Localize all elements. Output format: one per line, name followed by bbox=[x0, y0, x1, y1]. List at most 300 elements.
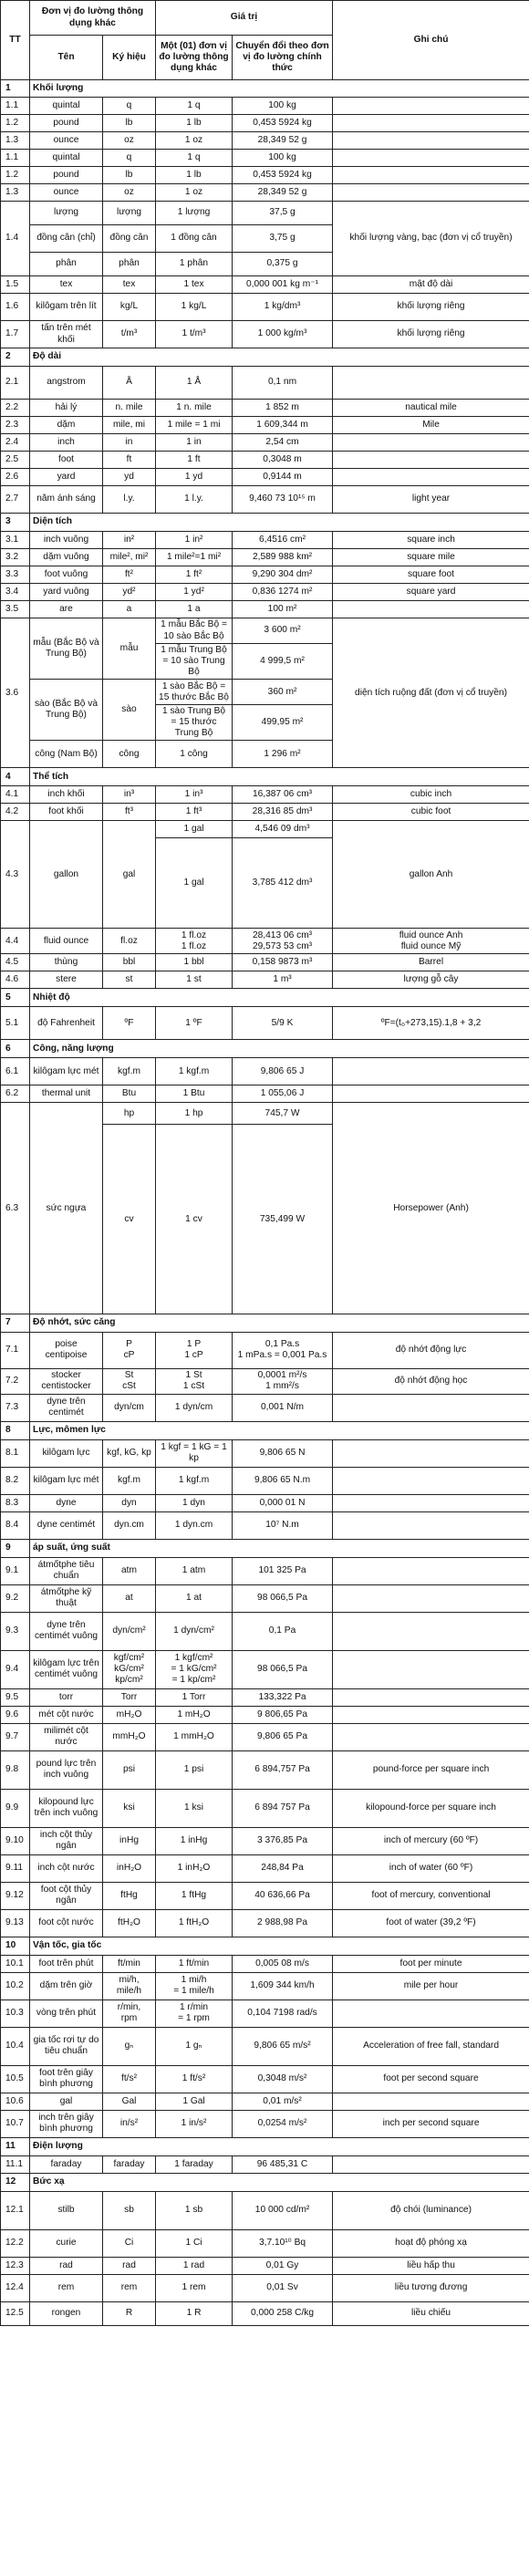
unit-name: kilôgam lực trên centimét vuông bbox=[30, 1650, 103, 1688]
table-row bbox=[1, 1439, 529, 1467]
note bbox=[333, 1494, 529, 1511]
note: khối lượng riêng bbox=[333, 321, 529, 348]
one-unit-value: 1 ºF bbox=[156, 1007, 233, 1040]
unit-name: thermal unit bbox=[30, 1085, 103, 1103]
note bbox=[333, 1688, 529, 1706]
unit-name: foot cột nước bbox=[30, 1909, 103, 1937]
converted-value: 1,609 344 km/h bbox=[233, 1972, 333, 2000]
unit-name: inch cột nước bbox=[30, 1854, 103, 1882]
table-row bbox=[1, 2155, 529, 2173]
unit-symbol: ºF bbox=[103, 1007, 156, 1040]
note: lượng gỗ cây bbox=[333, 971, 529, 989]
one-unit-value: 1 mi/h = 1 mile/h bbox=[156, 1972, 233, 2000]
unit-name: are bbox=[30, 601, 103, 618]
row-number: 1.4 bbox=[1, 202, 30, 276]
unit-symbol: Gal bbox=[103, 2093, 156, 2110]
one-unit-value: 1 ft bbox=[156, 452, 233, 469]
unit-symbol: ksi bbox=[103, 1789, 156, 1827]
one-unit-value: 1 công bbox=[156, 741, 233, 768]
one-unit-value: 1 mile²=1 mi² bbox=[156, 549, 233, 566]
table-row bbox=[1, 929, 529, 954]
one-unit-value: 1 St 1 cSt bbox=[156, 1368, 233, 1394]
unit-symbol: phân bbox=[103, 253, 156, 276]
table-row bbox=[1, 1332, 529, 1368]
table-row bbox=[1, 549, 529, 566]
row-number: 2.6 bbox=[1, 469, 30, 486]
one-unit-value: 1 sào Bắc Bộ = 15 thước Bắc Bộ bbox=[156, 680, 233, 705]
unit-symbol: ft³ bbox=[103, 804, 156, 821]
converted-value: 0,01 Gy bbox=[233, 2257, 333, 2274]
unit-name: inch bbox=[30, 434, 103, 452]
converted-value: 9,290 304 dm² bbox=[233, 566, 333, 584]
one-unit-value: 1 kgf = 1 kG = 1 kp bbox=[156, 1439, 233, 1467]
row-number: 10.7 bbox=[1, 2110, 30, 2137]
unit-symbol: dyn bbox=[103, 1494, 156, 1511]
unit-symbol: mH₂O bbox=[103, 1706, 156, 1723]
section-number: 7 bbox=[1, 1314, 30, 1332]
unit-symbol: ft/min bbox=[103, 1955, 156, 1972]
unit-symbol: bbl bbox=[103, 954, 156, 971]
one-unit-value: 1 mẫu Trung Bộ = 10 sào Trung Bộ bbox=[156, 644, 233, 680]
converted-value: 1 kg/dm³ bbox=[233, 294, 333, 321]
unit-name: lượng bbox=[30, 202, 103, 225]
one-unit-value: 1 rad bbox=[156, 2257, 233, 2274]
section-row bbox=[1, 989, 529, 1007]
table-row bbox=[1, 1103, 529, 1125]
note: độ chói (luminance) bbox=[333, 2191, 529, 2229]
header-name: Tên bbox=[30, 36, 103, 80]
one-unit-value: 1 dyn/cm² bbox=[156, 1612, 233, 1650]
row-number: 2.3 bbox=[1, 417, 30, 434]
unit-symbol: Ci bbox=[103, 2229, 156, 2257]
section-title: Nhiệt độ bbox=[30, 989, 529, 1007]
section-row bbox=[1, 1539, 529, 1557]
row-number: 1.2 bbox=[1, 167, 30, 184]
section-row bbox=[1, 1421, 529, 1439]
table-body bbox=[1, 80, 529, 2326]
converted-value: 96 485,31 C bbox=[233, 2155, 333, 2173]
unit-symbol: ft bbox=[103, 452, 156, 469]
converted-value: 1 609,344 m bbox=[233, 417, 333, 434]
converted-value: 98 066,5 Pa bbox=[233, 1584, 333, 1612]
header-symbol: Ký hiệu bbox=[103, 36, 156, 80]
one-unit-value: 1 kgf.m bbox=[156, 1058, 233, 1085]
converted-value: 0,158 9873 m³ bbox=[233, 954, 333, 971]
table-row bbox=[1, 1494, 529, 1511]
converted-value: 3 376,85 Pa bbox=[233, 1827, 333, 1854]
row-number: 4.6 bbox=[1, 971, 30, 989]
note: liều chiếu bbox=[333, 2301, 529, 2325]
table-row bbox=[1, 2093, 529, 2110]
one-unit-value: 1 ftH₂O bbox=[156, 1909, 233, 1937]
converted-value: 5/9 K bbox=[233, 1007, 333, 1040]
row-number: 8.2 bbox=[1, 1467, 30, 1494]
table-row bbox=[1, 804, 529, 821]
note: độ nhớt động lực bbox=[333, 1332, 529, 1368]
note bbox=[333, 1394, 529, 1421]
unit-symbol: kgf.m bbox=[103, 1058, 156, 1085]
unit-name: stilb bbox=[30, 2191, 103, 2229]
table-row bbox=[1, 1511, 529, 1539]
row-number: 10.6 bbox=[1, 2093, 30, 2110]
one-unit-value: 1 n. mile bbox=[156, 400, 233, 417]
unit-symbol: gₙ bbox=[103, 2027, 156, 2065]
unit-name: yard bbox=[30, 469, 103, 486]
note bbox=[333, 132, 529, 150]
note: foot of mercury, conventional bbox=[333, 1882, 529, 1909]
section-title: Điện lượng bbox=[30, 2137, 529, 2155]
one-unit-value: 1 gal bbox=[156, 838, 233, 929]
converted-value: 0,0001 m²/s 1 mm²/s bbox=[233, 1368, 333, 1394]
section-title: Độ nhớt, sức căng bbox=[30, 1314, 529, 1332]
unit-symbol: oz bbox=[103, 132, 156, 150]
section-row bbox=[1, 768, 529, 786]
unit-name: pound lực trên inch vuông bbox=[30, 1750, 103, 1789]
one-unit-value: 1 lb bbox=[156, 115, 233, 132]
converted-value: 9,460 73 10¹⁵ m bbox=[233, 486, 333, 514]
table-row bbox=[1, 150, 529, 167]
unit-symbol: hp bbox=[103, 1103, 156, 1125]
converted-value: 9,806 65 m/s² bbox=[233, 2027, 333, 2065]
one-unit-value: 1 gal bbox=[156, 821, 233, 838]
row-number: 2.1 bbox=[1, 367, 30, 400]
one-unit-value: 1 in bbox=[156, 434, 233, 452]
row-number: 1.3 bbox=[1, 184, 30, 202]
one-unit-value: 1 phân bbox=[156, 253, 233, 276]
converted-value: 28,349 52 g bbox=[233, 132, 333, 150]
converted-value: 1 m³ bbox=[233, 971, 333, 989]
converted-value: 0,000 258 C/kg bbox=[233, 2301, 333, 2325]
unit-name: inch khối bbox=[30, 786, 103, 804]
table-row bbox=[1, 1368, 529, 1394]
converted-value: 40 636,66 Pa bbox=[233, 1882, 333, 1909]
note bbox=[333, 367, 529, 400]
one-unit-value: 1 Torr bbox=[156, 1688, 233, 1706]
one-unit-value: 1 cv bbox=[156, 1125, 233, 1314]
unit-symbol: psi bbox=[103, 1750, 156, 1789]
unit-name: kilôgam lực bbox=[30, 1439, 103, 1467]
section-number: 3 bbox=[1, 514, 30, 532]
row-number: 12.4 bbox=[1, 2274, 30, 2301]
one-unit-value: 1 mile = 1 mi bbox=[156, 417, 233, 434]
note: light year bbox=[333, 486, 529, 514]
row-number: 9.12 bbox=[1, 1882, 30, 1909]
row-number: 12.1 bbox=[1, 2191, 30, 2229]
one-unit-value: 1 oz bbox=[156, 132, 233, 150]
unit-symbol: kgf, kG, kp bbox=[103, 1439, 156, 1467]
row-number: 1.5 bbox=[1, 276, 30, 294]
section-number: 1 bbox=[1, 80, 30, 98]
converted-value: 0,0254 m/s² bbox=[233, 2110, 333, 2137]
table-row bbox=[1, 367, 529, 400]
unit-name: foot bbox=[30, 452, 103, 469]
unit-name: foot trên phút bbox=[30, 1955, 103, 1972]
unit-symbol: St cSt bbox=[103, 1368, 156, 1394]
unit-symbol: kgf.m bbox=[103, 1467, 156, 1494]
table-row bbox=[1, 276, 529, 294]
table-row bbox=[1, 321, 529, 348]
one-unit-value: 1 kgf.m bbox=[156, 1467, 233, 1494]
table-row bbox=[1, 1085, 529, 1103]
table-row bbox=[1, 1909, 529, 1937]
one-unit-value: 1 Å bbox=[156, 367, 233, 400]
converted-value: 9,806 65 N bbox=[233, 1439, 333, 1467]
section-number: 2 bbox=[1, 348, 30, 367]
unit-symbol: lb bbox=[103, 167, 156, 184]
section-title: Lực, mômen lực bbox=[30, 1421, 529, 1439]
one-unit-value: 1 atm bbox=[156, 1557, 233, 1584]
unit-name: mẫu (Bắc Bộ và Trung Bộ) bbox=[30, 618, 103, 680]
unit-name: thùng bbox=[30, 954, 103, 971]
row-number: 4.5 bbox=[1, 954, 30, 971]
row-number: 1.1 bbox=[1, 150, 30, 167]
note bbox=[333, 601, 529, 618]
table-header bbox=[1, 1, 529, 80]
note: khối lượng riêng bbox=[333, 294, 529, 321]
note bbox=[333, 184, 529, 202]
row-number: 5.1 bbox=[1, 1007, 30, 1040]
note: foot per minute bbox=[333, 1955, 529, 1972]
table-row bbox=[1, 202, 529, 225]
unit-symbol: rad bbox=[103, 2257, 156, 2274]
converted-value: 9,806 65 Pa bbox=[233, 1723, 333, 1750]
note: kilopound-force per square inch bbox=[333, 1789, 529, 1827]
unit-name: milimét cột nước bbox=[30, 1723, 103, 1750]
table-row bbox=[1, 1854, 529, 1882]
one-unit-value: 1 l.y. bbox=[156, 486, 233, 514]
unit-name: dyne trên centimét vuông bbox=[30, 1612, 103, 1650]
section-number: 4 bbox=[1, 768, 30, 786]
row-number: 7.1 bbox=[1, 1332, 30, 1368]
unit-name: độ Fahrenheit bbox=[30, 1007, 103, 1040]
row-number: 9.2 bbox=[1, 1584, 30, 1612]
converted-value: 28,349 52 g bbox=[233, 184, 333, 202]
unit-name: tấn trên mét khối bbox=[30, 321, 103, 348]
converted-value: 1 852 m bbox=[233, 400, 333, 417]
unit-symbol: mẫu bbox=[103, 618, 156, 680]
note: inch per second square bbox=[333, 2110, 529, 2137]
unit-symbol: ft² bbox=[103, 566, 156, 584]
row-number: 9.6 bbox=[1, 1706, 30, 1723]
one-unit-value: 1 in² bbox=[156, 532, 233, 549]
table-row bbox=[1, 1750, 529, 1789]
row-number: 6.1 bbox=[1, 1058, 30, 1085]
note bbox=[333, 2093, 529, 2110]
section-title: Vận tốc, gia tốc bbox=[30, 1937, 529, 1955]
converted-value: 100 kg bbox=[233, 150, 333, 167]
unit-name: poise centipoise bbox=[30, 1332, 103, 1368]
unit-name: stocker centistocker bbox=[30, 1368, 103, 1394]
row-number: 1.2 bbox=[1, 115, 30, 132]
one-unit-value: 1 kg/L bbox=[156, 294, 233, 321]
unit-symbol: lượng bbox=[103, 202, 156, 225]
one-unit-value: 1 oz bbox=[156, 184, 233, 202]
row-number: 2.7 bbox=[1, 486, 30, 514]
unit-name: faraday bbox=[30, 2155, 103, 2173]
table-row bbox=[1, 2229, 529, 2257]
row-number: 2.5 bbox=[1, 452, 30, 469]
note bbox=[333, 2000, 529, 2027]
one-unit-value: 1 P 1 cP bbox=[156, 1332, 233, 1368]
table-row bbox=[1, 2000, 529, 2027]
one-unit-value: 1 ftHg bbox=[156, 1882, 233, 1909]
note bbox=[333, 150, 529, 167]
unit-name: foot khối bbox=[30, 804, 103, 821]
note: độ nhớt động học bbox=[333, 1368, 529, 1394]
row-number: 3.6 bbox=[1, 618, 30, 768]
converted-value: 3 600 m² bbox=[233, 618, 333, 644]
table-row bbox=[1, 2065, 529, 2093]
one-unit-value: 1 fl.oz 1 fl.oz bbox=[156, 929, 233, 954]
unit-symbol: in/s² bbox=[103, 2110, 156, 2137]
unit-symbol: q bbox=[103, 98, 156, 115]
note bbox=[333, 1706, 529, 1723]
converted-value: 0,000 01 N bbox=[233, 1494, 333, 1511]
row-number: 3.5 bbox=[1, 601, 30, 618]
row-number: 10.2 bbox=[1, 1972, 30, 2000]
table-row bbox=[1, 566, 529, 584]
unit-name: công (Nam Bộ) bbox=[30, 741, 103, 768]
row-number: 8.1 bbox=[1, 1439, 30, 1467]
unit-name: inch vuông bbox=[30, 532, 103, 549]
converted-value: 101 325 Pa bbox=[233, 1557, 333, 1584]
unit-symbol: atm bbox=[103, 1557, 156, 1584]
row-number: 3.4 bbox=[1, 584, 30, 601]
row-number: 3.2 bbox=[1, 549, 30, 566]
unit-name: átmốtphe tiêu chuẩn bbox=[30, 1557, 103, 1584]
table-row bbox=[1, 1688, 529, 1706]
header-value-group: Giá trị bbox=[156, 1, 333, 36]
unit-name: rem bbox=[30, 2274, 103, 2301]
row-number: 1.7 bbox=[1, 321, 30, 348]
header-unit-group: Đơn vị đo lường thông dụng khác bbox=[30, 1, 156, 36]
table-row bbox=[1, 434, 529, 452]
unit-name: ounce bbox=[30, 184, 103, 202]
section-row bbox=[1, 1040, 529, 1058]
one-unit-value: 1 Gal bbox=[156, 2093, 233, 2110]
section-row bbox=[1, 2137, 529, 2155]
table-row bbox=[1, 1650, 529, 1688]
note: mật độ dài bbox=[333, 276, 529, 294]
converted-value: 0,001 N/m bbox=[233, 1394, 333, 1421]
row-number: 9.10 bbox=[1, 1827, 30, 1854]
unit-symbol: in² bbox=[103, 532, 156, 549]
unit-symbol: đồng cân bbox=[103, 225, 156, 253]
table-row bbox=[1, 1058, 529, 1085]
table-row bbox=[1, 1789, 529, 1827]
converted-value: 98 066,5 Pa bbox=[233, 1650, 333, 1688]
unit-symbol: n. mile bbox=[103, 400, 156, 417]
unit-name: gallon bbox=[30, 821, 103, 929]
section-number: 5 bbox=[1, 989, 30, 1007]
row-number: 9.3 bbox=[1, 1612, 30, 1650]
table-row bbox=[1, 2274, 529, 2301]
unit-name: foot vuông bbox=[30, 566, 103, 584]
note bbox=[333, 1467, 529, 1494]
one-unit-value: 1 ft³ bbox=[156, 804, 233, 821]
unit-symbol: ft/s² bbox=[103, 2065, 156, 2093]
converted-value: 499,95 m² bbox=[233, 705, 333, 741]
note: hoạt độ phóng xạ bbox=[333, 2229, 529, 2257]
row-number: 9.5 bbox=[1, 1688, 30, 1706]
header-note: Ghi chú bbox=[333, 1, 529, 80]
table-row bbox=[1, 1394, 529, 1421]
row-number: 9.9 bbox=[1, 1789, 30, 1827]
table-row bbox=[1, 1882, 529, 1909]
converted-value: 745,7 W bbox=[233, 1103, 333, 1125]
unit-name: fluid ounce bbox=[30, 929, 103, 954]
one-unit-value: 1 gₙ bbox=[156, 2027, 233, 2065]
converted-value: 0,1 Pa bbox=[233, 1612, 333, 1650]
row-number: 2.2 bbox=[1, 400, 30, 417]
row-number: 4.1 bbox=[1, 786, 30, 804]
one-unit-value: 1 lượng bbox=[156, 202, 233, 225]
table-row bbox=[1, 954, 529, 971]
table-row bbox=[1, 417, 529, 434]
unit-symbol: yd² bbox=[103, 584, 156, 601]
header-one-unit: Một (01) đơn vị đo lường thông dụng khác bbox=[156, 36, 233, 80]
converted-value: 0,3048 m/s² bbox=[233, 2065, 333, 2093]
row-number: 4.3 bbox=[1, 821, 30, 929]
converted-value: 0,375 g bbox=[233, 253, 333, 276]
table-row bbox=[1, 971, 529, 989]
converted-value: 37,5 g bbox=[233, 202, 333, 225]
unit-name: hải lý bbox=[30, 400, 103, 417]
unit-name: rad bbox=[30, 2257, 103, 2274]
section-title: Khối lượng bbox=[30, 80, 529, 98]
note: cubic inch bbox=[333, 786, 529, 804]
converted-value: 10 000 cd/m² bbox=[233, 2191, 333, 2229]
one-unit-value: 1 ksi bbox=[156, 1789, 233, 1827]
section-title: Diện tích bbox=[30, 514, 529, 532]
table-row bbox=[1, 821, 529, 838]
converted-value: 3,75 g bbox=[233, 225, 333, 253]
converted-value: 6 894 757 Pa bbox=[233, 1789, 333, 1827]
table-row bbox=[1, 98, 529, 115]
row-number: 7.3 bbox=[1, 1394, 30, 1421]
table-row bbox=[1, 2257, 529, 2274]
row-number: 3.3 bbox=[1, 566, 30, 584]
converted-value: 4 999,5 m² bbox=[233, 644, 333, 680]
unit-symbol: oz bbox=[103, 184, 156, 202]
one-unit-value: 1 yd² bbox=[156, 584, 233, 601]
note bbox=[333, 1085, 529, 1103]
unit-symbol: ftHg bbox=[103, 1882, 156, 1909]
converted-value: 0,9144 m bbox=[233, 469, 333, 486]
unit-name: gia tốc rơi tự do tiêu chuẩn bbox=[30, 2027, 103, 2065]
converted-value: 1 000 kg/m³ bbox=[233, 321, 333, 348]
one-unit-value: 1 mmH₂O bbox=[156, 1723, 233, 1750]
unit-symbol: cv bbox=[103, 1125, 156, 1314]
unit-name: angstrom bbox=[30, 367, 103, 400]
converted-value: 0,453 5924 kg bbox=[233, 115, 333, 132]
table-row bbox=[1, 1955, 529, 1972]
unit-symbol: tex bbox=[103, 276, 156, 294]
converted-value: 0,836 1274 m² bbox=[233, 584, 333, 601]
converted-value: 10⁷ N.m bbox=[233, 1511, 333, 1539]
unit-name: sào (Bắc Bộ và Trung Bộ) bbox=[30, 680, 103, 741]
unit-name: torr bbox=[30, 1688, 103, 1706]
note: Horsepower (Anh) bbox=[333, 1103, 529, 1314]
row-number: 12.5 bbox=[1, 2301, 30, 2325]
converted-value: 4,546 09 dm³ bbox=[233, 821, 333, 838]
unit-name: sức ngựa bbox=[30, 1103, 103, 1314]
converted-value: 9,806 65 N.m bbox=[233, 1467, 333, 1494]
table-row bbox=[1, 2191, 529, 2229]
note: Acceleration of free fall, standard bbox=[333, 2027, 529, 2065]
unit-symbol: faraday bbox=[103, 2155, 156, 2173]
unit-symbol: sào bbox=[103, 680, 156, 741]
